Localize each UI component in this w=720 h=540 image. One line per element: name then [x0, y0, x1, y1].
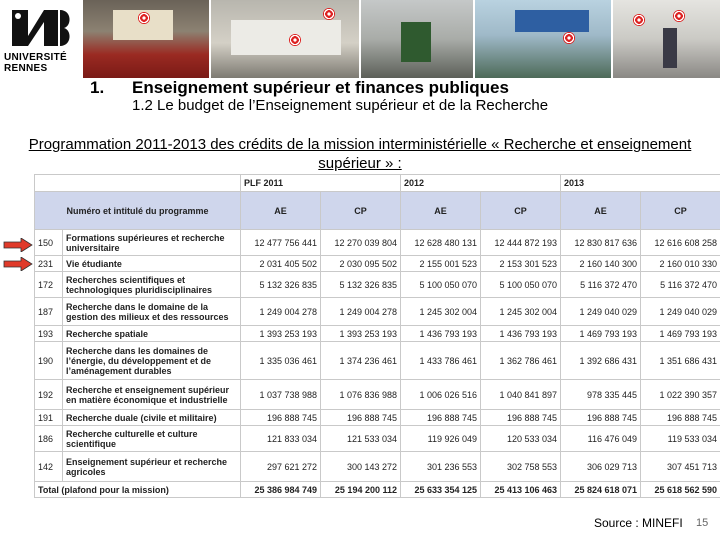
programme-code: 187	[35, 298, 63, 326]
cell-value: 119 926 049	[401, 426, 481, 452]
programme-code: 190	[35, 342, 63, 380]
table-row	[35, 380, 720, 410]
cell-value: 1 076 836 988	[321, 380, 401, 410]
cell-value: 1 393 253 193	[241, 326, 321, 342]
budget-table	[34, 174, 720, 498]
page-number: 15	[696, 517, 709, 529]
cell-value: 1 393 253 193	[321, 326, 401, 342]
year-header-2012: 2012	[401, 175, 561, 192]
programme-name: Enseignement supérieur et recherche agricoles	[63, 452, 241, 482]
cell-value: 1 374 236 461	[321, 342, 401, 380]
total-value: 25 413 106 463	[481, 482, 561, 498]
banner-photo-amphitheatre	[83, 0, 209, 78]
cell-value: 1 433 786 461	[401, 342, 481, 380]
total-label: Total (plafond pour la mission)	[35, 482, 241, 498]
programme-name: Recherche culturelle et culture scientifique	[63, 426, 241, 452]
cell-value: 121 833 034	[241, 426, 321, 452]
cell-value: 121 533 034	[321, 426, 401, 452]
cell-value: 1 436 793 193	[401, 326, 481, 342]
cell-value: 2 155 001 523	[401, 256, 481, 272]
cell-value: 302 758 553	[481, 452, 561, 482]
cell-value: 307 451 713	[641, 452, 720, 482]
programme-code: 193	[35, 326, 63, 342]
cell-value: 12 628 480 131	[401, 230, 481, 256]
source-note: Source : MINEFI	[594, 516, 683, 530]
cell-value: 978 335 445	[561, 380, 641, 410]
column-header-cp: CP	[481, 192, 561, 230]
programme-name: Recherche dans le domaine de la gestion des milieux et des ressources	[63, 298, 241, 326]
highlight-arrow-icon	[3, 238, 33, 252]
total-value: 25 194 200 112	[321, 482, 401, 498]
table-row	[35, 452, 720, 482]
column-header-row	[35, 192, 720, 230]
cell-value: 196 888 745	[481, 410, 561, 426]
cell-value: 12 616 608 258	[641, 230, 720, 256]
column-header-ae: AE	[401, 192, 481, 230]
cell-value: 300 143 272	[321, 452, 401, 482]
cell-value: 1 040 841 897	[481, 380, 561, 410]
banner-photo-students	[613, 0, 720, 78]
cell-value: 1 249 040 029	[641, 298, 720, 326]
cell-value: 301 236 553	[401, 452, 481, 482]
cell-value: 5 132 326 835	[241, 272, 321, 298]
table-row	[35, 230, 720, 256]
programme-name: Vie étudiante	[63, 256, 241, 272]
programme-name: Recherche spatiale	[63, 326, 241, 342]
table-total-row	[35, 482, 720, 498]
logo-text-line2: RENNES	[4, 63, 48, 74]
table-row	[35, 298, 720, 326]
year-header-2013: 2013	[561, 175, 720, 192]
year-header-row	[35, 175, 720, 192]
cell-value: 2 160 010 330	[641, 256, 720, 272]
cell-value: 2 030 095 502	[321, 256, 401, 272]
total-value: 25 824 618 071	[561, 482, 641, 498]
programme-name: Formations supérieures et recherche universitaire	[63, 230, 241, 256]
column-header-cp: CP	[641, 192, 720, 230]
cell-value: 1 022 390 357	[641, 380, 720, 410]
cell-value: 12 477 756 441	[241, 230, 321, 256]
page-subtitle: 1.2 Le budget de l’Enseignement supérieur et de la Recherche	[132, 97, 549, 114]
programme-name: Recherche dans les domaines de l’énergie, du développement et de l’aménagement durables	[63, 342, 241, 380]
cell-value: 196 888 745	[641, 410, 720, 426]
logo-text	[4, 52, 67, 74]
cell-value: 2 031 405 502	[241, 256, 321, 272]
cell-value: 1 469 793 193	[641, 326, 720, 342]
programme-name: Recherche duale (civile et militaire)	[63, 410, 241, 426]
cell-value: 297 621 272	[241, 452, 321, 482]
cell-value: 196 888 745	[561, 410, 641, 426]
banner-photo-hall	[211, 0, 359, 78]
programme-code: 150	[35, 230, 63, 256]
cell-value: 5 116 372 470	[561, 272, 641, 298]
programme-code: 186	[35, 426, 63, 452]
programme-name: Recherche et enseignement supérieur en matière économique et industrielle	[63, 380, 241, 410]
year-header-empty	[35, 175, 241, 192]
cell-value: 5 100 050 070	[481, 272, 561, 298]
cell-value: 1 249 004 278	[241, 298, 321, 326]
title-text: Enseignement supérieur et finances publiques	[132, 78, 509, 97]
cell-value: 196 888 745	[321, 410, 401, 426]
table-row	[35, 272, 720, 298]
cell-value: 12 444 872 193	[481, 230, 561, 256]
page-title	[90, 78, 509, 98]
banner-photo-university-building	[475, 0, 611, 78]
table-row	[35, 410, 720, 426]
programme-code: 192	[35, 380, 63, 410]
header-banner	[0, 0, 720, 78]
cell-value: 1 249 040 029	[561, 298, 641, 326]
budget-table-container	[34, 174, 720, 510]
cell-value: 1 335 036 461	[241, 342, 321, 380]
cell-value: 1 362 786 461	[481, 342, 561, 380]
cell-value: 12 270 039 804	[321, 230, 401, 256]
cell-value: 5 100 050 070	[401, 272, 481, 298]
cell-value: 119 533 034	[641, 426, 720, 452]
table-row	[35, 256, 720, 272]
cell-value: 1 351 686 431	[641, 342, 720, 380]
cell-value: 1 469 793 193	[561, 326, 641, 342]
cell-value: 1 037 738 988	[241, 380, 321, 410]
title-number: 1.	[90, 78, 105, 97]
cell-value: 1 006 026 516	[401, 380, 481, 410]
cell-value: 1 436 793 193	[481, 326, 561, 342]
cell-value: 5 116 372 470	[641, 272, 720, 298]
cell-value: 2 160 140 300	[561, 256, 641, 272]
logo-text-line1: UNIVERSITÉ	[4, 52, 68, 63]
cell-value: 1 245 302 004	[481, 298, 561, 326]
highlight-arrow-icon	[3, 257, 33, 271]
cell-value: 120 533 034	[481, 426, 561, 452]
table-row	[35, 426, 720, 452]
banner-photo-campus	[361, 0, 473, 78]
total-value: 25 618 562 590	[641, 482, 720, 498]
column-header-programme: Numéro et intitulé du programme	[35, 192, 241, 230]
cell-value: 116 476 049	[561, 426, 641, 452]
year-header-plf2011: PLF 2011	[241, 175, 401, 192]
cell-value: 306 029 713	[561, 452, 641, 482]
programme-code: 191	[35, 410, 63, 426]
cell-value: 196 888 745	[401, 410, 481, 426]
column-header-cp: CP	[321, 192, 401, 230]
university-logo	[0, 0, 82, 78]
cell-value: 12 830 817 636	[561, 230, 641, 256]
column-header-ae: AE	[561, 192, 641, 230]
cell-value: 1 249 004 278	[321, 298, 401, 326]
table-caption: Programmation 2011-2013 des crédits de la mission interministérielle « Recherche et enseignement supérieur » :	[28, 136, 692, 172]
rennes-logo-mark	[8, 6, 74, 50]
column-header-ae: AE	[241, 192, 321, 230]
cell-value: 1 392 686 431	[561, 342, 641, 380]
programme-code: 172	[35, 272, 63, 298]
cell-value: 5 132 326 835	[321, 272, 401, 298]
cell-value: 196 888 745	[241, 410, 321, 426]
total-value: 25 386 984 749	[241, 482, 321, 498]
total-value: 25 633 354 125	[401, 482, 481, 498]
programme-code: 231	[35, 256, 63, 272]
programme-code: 142	[35, 452, 63, 482]
cell-value: 2 153 301 523	[481, 256, 561, 272]
cell-value: 1 245 302 004	[401, 298, 481, 326]
table-row	[35, 326, 720, 342]
table-row	[35, 342, 720, 380]
programme-name: Recherches scientifiques et technologiques pluridisciplinaires	[63, 272, 241, 298]
